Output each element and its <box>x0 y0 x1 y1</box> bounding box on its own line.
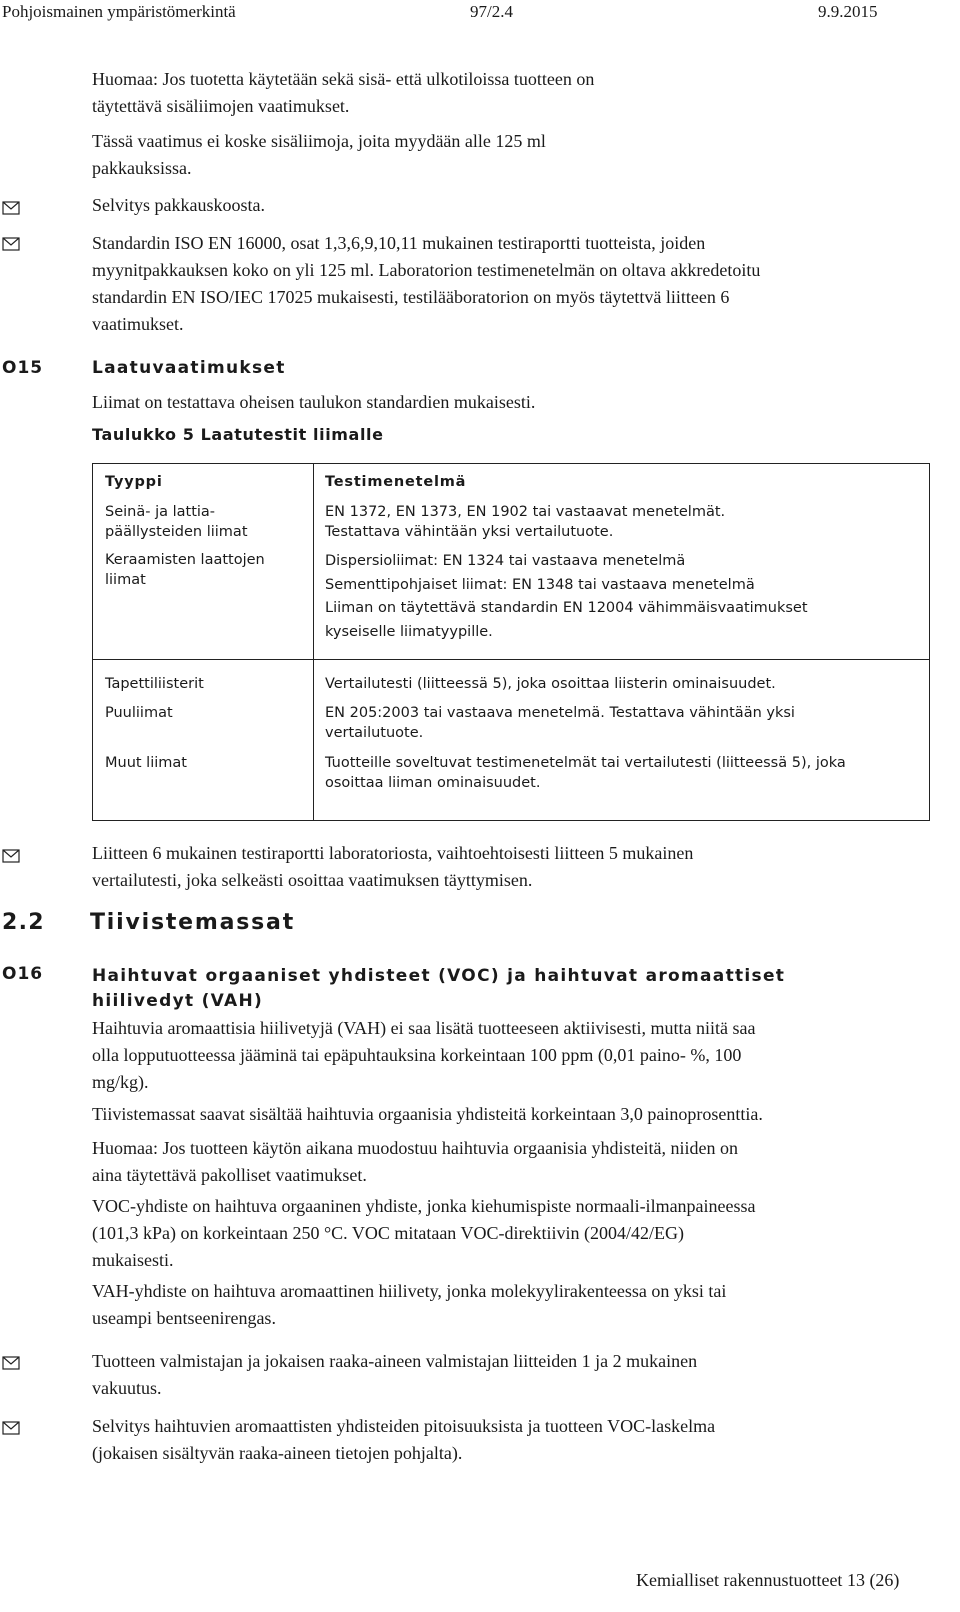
text-line: Standardin ISO EN 16000, osat 1,3,6,9,10,11 mukainen testiraportti tuotteista, joiden <box>92 233 706 253</box>
header-date: 9.9.2015 <box>818 2 878 21</box>
text-line: kyseiselle liimatyypille. <box>325 623 493 640</box>
table-cell-type: Muut liimat <box>105 755 187 771</box>
table-cell-method <box>325 703 923 743</box>
table-cell-type <box>105 550 305 590</box>
text-line: osoittaa liiman ominaisuudet. <box>325 775 541 791</box>
page-footer: Kemialliset rakennustuotteet 13 (26) <box>636 1570 900 1590</box>
envelope-icon <box>2 1356 20 1370</box>
requirement-code: O16 <box>2 964 44 984</box>
envelope-icon <box>2 237 20 251</box>
table-cell-method <box>325 550 923 644</box>
bullet-lab-report <box>92 840 693 894</box>
text-line: myynitpakkauksen koko on yli 125 ml. Laboratorion testimenetelmän on oltava akkredetoitu <box>92 260 761 280</box>
text-line: mg/kg). <box>92 1072 149 1092</box>
text-line: Huomaa: Jos tuotteen käytön aikana muodostuu haihtuvia orgaanisia yhdisteitä, niiden on <box>92 1138 739 1158</box>
intro-exception <box>92 128 546 182</box>
text-line: liimat <box>105 572 146 588</box>
table-cell-method <box>325 502 923 542</box>
paragraph-vah-definition <box>92 1278 726 1332</box>
text-line: hiilivedyt (VAH) <box>92 991 264 1011</box>
text-line: (jokaisen sisältyvän raaka-aineen tietojen pohjalta). <box>92 1443 463 1463</box>
text-line: Haihtuvat orgaaniset yhdisteet (VOC) ja haihtuvat aromaattiset <box>92 966 786 986</box>
row-divider <box>93 659 929 660</box>
table-cell-type: Puuliimat <box>105 705 173 721</box>
text-line: Dispersioliimat: EN 1324 tai vastaava menetelmä <box>325 553 686 569</box>
text-line: standardin EN ISO/IEC 17025 mukaisesti, testilääboratorion on myös täytettvä liitteen 6 <box>92 287 730 307</box>
table-cell-method: Vertailutesti (liitteessä 5), joka osoittaa liisterin ominaisuudet. <box>325 676 776 692</box>
text-line: Tuotteille soveltuvat testimenetelmät tai vertailutesti (liitteessä 5), joka <box>325 755 846 771</box>
text-line: Testattava vähintään yksi vertailutuote. <box>325 524 614 540</box>
column-header-method: Testimenetelmä <box>325 474 467 490</box>
text-line: vakuutus. <box>92 1378 162 1398</box>
envelope-icon <box>2 1421 20 1435</box>
intro-note <box>92 66 594 120</box>
table-cell-type <box>105 502 305 542</box>
envelope-icon <box>2 201 20 215</box>
column-header-type: Tyyppi <box>105 474 163 490</box>
text-line: vertailutesti, joka selkeästi osoittaa vaatimuksen täyttymisen. <box>92 870 533 890</box>
table-caption: Taulukko 5 Laatutestit liimalle <box>92 425 384 444</box>
table-cell-method <box>325 753 923 793</box>
text-line: vaatimukset. <box>92 314 184 334</box>
text-line: Haihtuvia aromaattisia hiilivetyjä (VAH) ei saa lisätä tuotteeseen aktiivisesti, mutta niitä saa <box>92 1018 756 1038</box>
text-line: useampi bentseenirengas. <box>92 1308 276 1328</box>
paragraph-voc-definition <box>92 1193 756 1274</box>
text-line: Liitteen 6 mukainen testiraportti laboratoriosta, vaihtoehtoisesti liitteen 5 mukainen <box>92 843 694 863</box>
text-line: VOC-yhdiste on haihtuva orgaaninen yhdiste, jonka kiehumispiste normaali-ilmanpaineessa <box>92 1196 756 1216</box>
text-line: Sementtipohjaiset liimat: EN 1348 tai vastaava menetelmä <box>325 576 755 593</box>
text-line: (101,3 kPa) on korkeintaan 250 °C. VOC mitataan VOC-direktiivin (2004/42/EG) <box>92 1223 684 1243</box>
bullet-test-report <box>92 230 760 338</box>
requirement-title: Laatuvaatimukset <box>92 358 286 378</box>
text-line: Tuotteen valmistajan ja jokaisen raaka-aineen valmistajan liitteiden 1 ja 2 mukainen <box>92 1351 698 1371</box>
bullet-package-size: Selvitys pakkauskoosta. <box>92 195 265 215</box>
paragraph-note <box>92 1135 738 1189</box>
text-line: mukaisesti. <box>92 1250 174 1270</box>
quality-test-table <box>92 463 930 821</box>
header-title: Pohjoismainen ympäristömerkintä <box>2 2 236 21</box>
text-line: pakkauksissa. <box>92 158 192 178</box>
text-line: EN 205:2003 tai vastaava menetelmä. Testattava vähintään yksi <box>325 705 795 721</box>
text-line: EN 1372, EN 1373, EN 1902 tai vastaavat menetelmät. <box>325 504 726 520</box>
page-header <box>0 0 960 28</box>
text-line: Keraamisten laattojen <box>105 552 265 568</box>
section-number: 2.2 <box>2 910 45 935</box>
text-line: Huomaa: Jos tuotetta käytetään sekä sisä- että ulkotiloissa tuotteen on <box>92 69 595 89</box>
paragraph-voc-limit: Tiivistemassat saavat sisältää haihtuvia orgaanisia yhdisteitä korkeintaan 3,0 painoprosenttia. <box>92 1104 763 1124</box>
column-divider <box>313 464 314 820</box>
requirement-code: O15 <box>2 358 44 378</box>
text-line: Liiman on täytettävä standardin EN 12004 vähimmäisvaatimukset <box>325 600 808 616</box>
bullet-voc-calculation <box>92 1413 715 1467</box>
text-line: olla lopputuotteessa jääminä tai epäpuhtauksina korkeintaan 100 ppm (0,01 paino- %, 100 <box>92 1045 742 1065</box>
bullet-declaration <box>92 1348 697 1402</box>
text-line: Selvitys haihtuvien aromaattisten yhdisteiden pitoisuuksista ja tuotteen VOC-laskelma <box>92 1416 716 1436</box>
envelope-icon <box>2 849 20 863</box>
requirement-intro: Liimat on testattava oheisen taulukon standardien mukaisesti. <box>92 392 536 412</box>
table-cell-type: Tapettiliisterit <box>105 676 204 692</box>
text-line: vertailutuote. <box>325 725 424 741</box>
text-line: aina täytettävä pakolliset vaatimukset. <box>92 1165 367 1185</box>
paragraph-vah-limit <box>92 1015 755 1096</box>
text-line: Tässä vaatimus ei koske sisäliimoja, joita myydään alle 125 ml <box>92 131 546 151</box>
header-version: 97/2.4 <box>470 2 513 21</box>
text-line: VAH-yhdiste on haihtuva aromaattinen hiilivety, jonka molekyylirakenteessa on yksi tai <box>92 1281 727 1301</box>
section-title: Tiivistemassat <box>90 910 296 935</box>
text-line: päällysteiden liimat <box>105 524 248 540</box>
requirement-title <box>92 964 785 1014</box>
text-line: täytettävä sisäliimojen vaatimukset. <box>92 96 350 116</box>
text-line: Seinä- ja lattia- <box>105 504 216 520</box>
